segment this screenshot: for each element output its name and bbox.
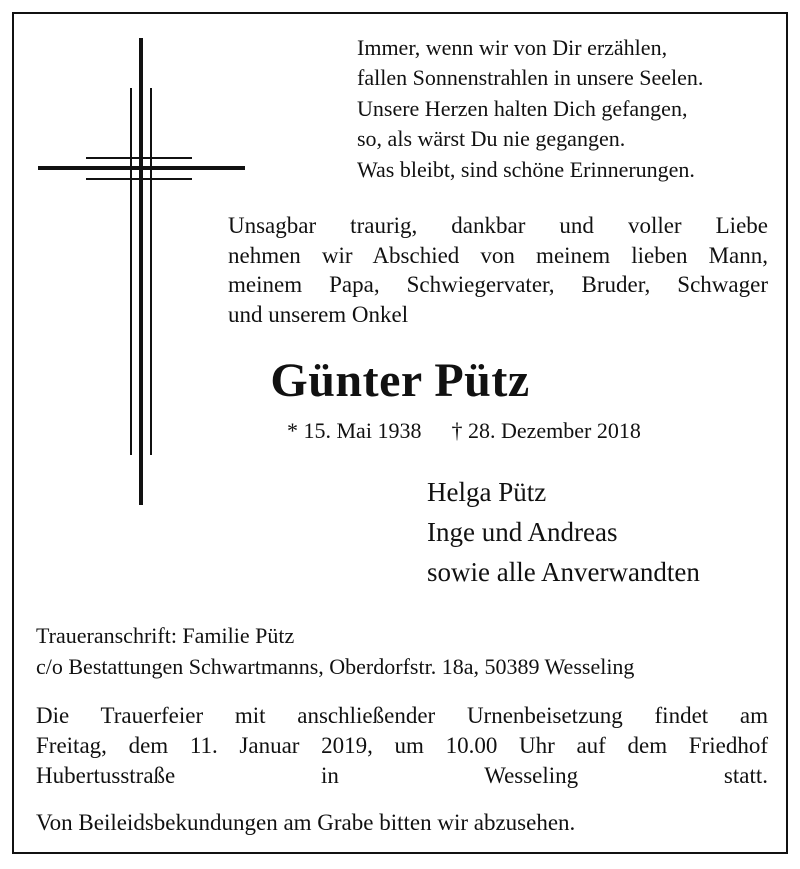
poem-line: Immer, wenn wir von Dir erzählen, — [357, 35, 668, 60]
intro-line: meinem Papa, Schwiegervater, Bruder, Schwager — [228, 272, 768, 298]
poem-line: so, als wärst Du nie gegangen. — [357, 126, 626, 152]
life-dates — [287, 418, 641, 444]
mourner-line: Helga Pütz — [427, 477, 547, 507]
poem-line: fallen Sonnenstrahlen in unsere Seelen. — [357, 65, 704, 91]
intro-text — [228, 211, 768, 329]
ceremony-line: Freitag, dem 11. Januar 2019, um 10.00 Uhr auf dem Friedhof — [36, 733, 768, 758]
intro-line: und unserem Onkel — [228, 301, 409, 327]
birth-date: * 15. Mai 1938 — [287, 418, 422, 443]
deceased-name: Günter Pütz — [270, 354, 530, 407]
ceremony-info — [36, 701, 768, 791]
ceremony-line: Die Trauerfeier mit anschließender Urnenbeisetzung findet am — [36, 703, 768, 728]
ceremony-line: Hubertusstraße in Wesseling statt. — [36, 763, 768, 788]
poem — [357, 33, 703, 185]
address-line: c/o Bestattungen Schwartmanns, Oberdorfstr. 18a, 50389 Wesseling — [36, 654, 635, 679]
mourner-line: sowie alle Anverwandten — [427, 557, 700, 587]
address-line: Traueranschrift: Familie Pütz — [36, 623, 295, 648]
mourner-line: Inge und Andreas — [427, 517, 618, 547]
poem-line: Unsere Herzen halten Dich gefangen, — [357, 95, 688, 121]
intro-line: Unsagbar traurig, dankbar und voller Liebe — [228, 213, 768, 238]
mourning-address — [36, 620, 634, 682]
poem-line: Was bleibt, sind schöne Erinnerungen. — [357, 156, 695, 182]
death-date: † 28. Dezember 2018 — [451, 418, 641, 443]
closing-note: Von Beileidsbekundungen am Grabe bitten wir abzusehen. — [36, 810, 576, 835]
intro-line: nehmen wir Abschied von meinem lieben Mann, — [228, 242, 768, 268]
mourners — [427, 472, 700, 592]
